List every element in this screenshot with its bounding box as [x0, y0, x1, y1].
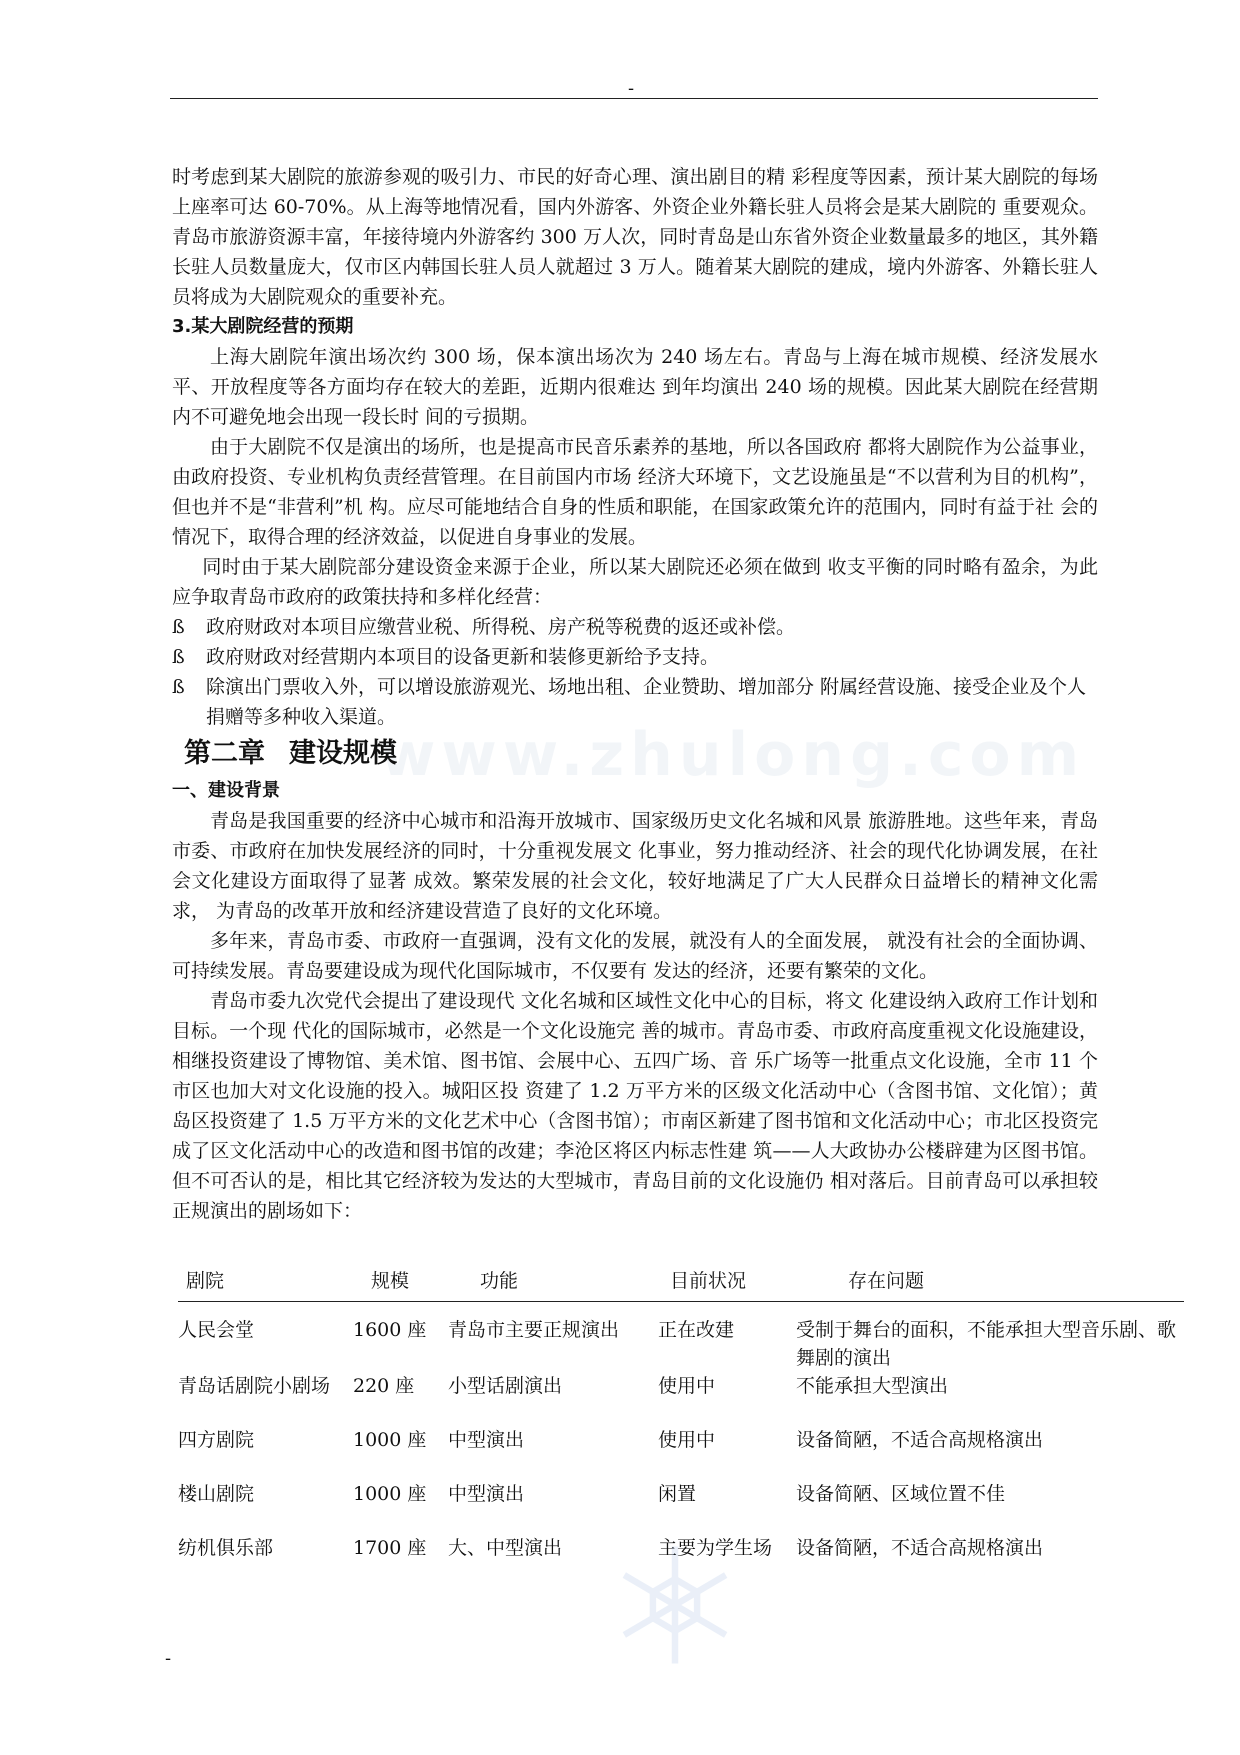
table-cell: 青岛话剧院小剧场 — [178, 1375, 331, 1397]
table-cell: 使用中 — [658, 1429, 716, 1451]
table-cell: 青岛市主要正规演出 — [448, 1319, 620, 1341]
chapter-title — [172, 732, 1098, 776]
column-header: 目前状况 — [658, 1267, 796, 1302]
table-cell: 不能承担大型演出 — [796, 1375, 949, 1397]
list-item-text: 政府财政对经营期内本项目的设备更新和装修更新给予支持。 — [206, 646, 720, 668]
column-header: 剧院 — [178, 1267, 353, 1302]
table-cell: 四方剧院 — [178, 1429, 255, 1451]
chapter-number: 第二章 — [184, 738, 265, 769]
table-cell: 主要为学生场 — [658, 1537, 773, 1559]
table-cell: 纺机俱乐部 — [178, 1537, 274, 1559]
column-header: 功能 — [448, 1267, 658, 1302]
table-cell: 楼山剧院 — [178, 1483, 255, 1505]
header-mark: - — [628, 78, 635, 99]
table-row — [178, 1372, 1184, 1426]
column-header: 存在问题 — [796, 1267, 1184, 1302]
paragraph: 由于大剧院不仅是演出的场所，也是提高市民音乐素养的基地，所以各国政府 都将大剧院作为公益事业，由政府投资、专业机构负责经营管理。在目前国内市场 经济大环境下，文艺设施虽是“不以营利为目的机构”，但也并不是“非营利”机 构。应尽可能地结合自身的性质和职能，在国家政策允许的范围内，同时有益于社 会的情况下，取得合理的经济效益，以促进自身事业的发展。 — [172, 436, 1098, 548]
table-cell: 220 座 — [353, 1375, 415, 1397]
paragraph: 同时由于某大剧院部分建设资金来源于企业，所以某大剧院还必须在做到 收支平衡的同时略有盈余，为此应争取青岛市政府的政策扶持和多样化经营： — [172, 556, 1098, 608]
paragraph: 上海大剧院年演出场次约 300 场，保本演出场次为 240 场左右。青岛与上海在城市规模、经济发展水平、开放程度等各方面均存在较大的差距，近期内很难达 到年均演出 240 场的规模。因此某大剧院在经营期内不可避免地会出现一段长时 间的亏损期。 — [172, 346, 1098, 428]
table-cell: 1700 座 — [353, 1537, 427, 1559]
snowflake-watermark-icon — [610, 1540, 740, 1670]
table-header-row — [178, 1267, 1184, 1302]
section-heading-1: 一、建设背景 — [172, 780, 280, 801]
list-item — [172, 642, 1098, 672]
table-cell: 受制于舞台的面积，不能承担大型音乐剧、歌舞剧的演出 — [796, 1319, 1177, 1369]
table-cell: 1600 座 — [353, 1319, 427, 1341]
table-cell: 设备简陋，不适合高规格演出 — [796, 1429, 1044, 1451]
section-heading-3: 3.某大剧院经营的预期 — [172, 316, 354, 337]
document-body — [172, 162, 1098, 1226]
bullet-mark: ß — [172, 646, 185, 668]
table-cell: 1000 座 — [353, 1483, 427, 1505]
header-rule — [170, 98, 1098, 99]
table-cell: 中型演出 — [448, 1483, 525, 1505]
table-cell: 人民会堂 — [178, 1319, 255, 1341]
table-cell: 小型话剧演出 — [448, 1375, 563, 1397]
chapter-name: 建设规模 — [289, 738, 397, 769]
footer-mark: - — [165, 1648, 172, 1669]
table-cell: 设备简陋，不适合高规格演出 — [796, 1537, 1044, 1559]
list-item-text: 政府财政对本项目应缴营业税、所得税、房产税等税费的返还或补偿。 — [206, 616, 796, 638]
table-cell: 1000 座 — [353, 1429, 427, 1451]
bullet-mark: ß — [172, 676, 185, 698]
table-cell: 设备简陋、区域位置不佳 — [796, 1483, 1006, 1505]
paragraph: 青岛是我国重要的经济中心城市和沿海开放城市、国家级历史文化名城和风景 旅游胜地。这些年来，青岛市委、市政府在加快发展经济的同时，十分重视发展文 化事业，努力推动经济、社会的现代化协调发展，在社会文化建设方面取得了显著 成效。繁荣发展的社会文化，较好地满足了广大人民群众日益增长的精神文化需求， 为青岛的改革开放和经济建设营造了良好的文化环境。 — [172, 810, 1098, 922]
table-cell: 大、中型演出 — [448, 1537, 563, 1559]
list-item-text: 除演出门票收入外，可以增设旅游观光、场地出租、企业赞助、增加部分 附属经营设施、接受企业及个人捐赠等多种收入渠道。 — [206, 676, 1087, 728]
list-item — [172, 612, 1098, 642]
paragraph: 多年来，青岛市委、市政府一直强调，没有文化的发展，就没有人的全面发展， 就没有社会的全面协调、可持续发展。青岛要建设成为现代化国际城市，不仅要有 发达的经济，还要有繁荣的文化。 — [172, 930, 1098, 982]
table-cell: 闲置 — [658, 1483, 697, 1505]
watermark: www.zhulong.com — [380, 720, 1086, 790]
table-row — [178, 1302, 1184, 1373]
table-cell: 正在改建 — [658, 1319, 735, 1341]
table-row — [178, 1426, 1184, 1480]
table-row — [178, 1480, 1184, 1534]
list-item — [172, 672, 1098, 732]
column-header: 规模 — [353, 1267, 448, 1302]
table-cell: 使用中 — [658, 1375, 716, 1397]
bullet-mark: ß — [172, 616, 185, 638]
table-cell: 中型演出 — [448, 1429, 525, 1451]
paragraph: 青岛市委九次党代会提出了建设现代 文化名城和区域性文化中心的目标，将文 化建设纳入政府工作计划和目标。一个现 代化的国际城市，必然是一个文化设施完 善的城市。青岛市委、市政府高度重视文化设施建设，相继投资建设了博物馆、美术馆、图书馆、会展中心、五四广场、音 乐广场等一批重点文化设施，全市 11 个市区也加大对文化设施的投入。城阳区投 资建了 1.2 万平方米的区级文化活动中心（含图书馆、文化馆）；黄岛区投资建了 1.5 万平方米的文化艺术中心（含图书馆）；市南区新建了图书馆和文化活动中心；市北区投资完成了区文化活动中心的改造和图书馆的改建；李沧区将区内标志性建 筑——人大政协办公楼辟建为区图书馆。但不可否认的是，相比其它经济较为发达的大型城市，青岛目前的文化设施仍 相对落后。目前青岛可以承担较正规演出的剧场如下： — [172, 990, 1098, 1222]
paragraph: 时考虑到某大剧院的旅游参观的吸引力、市民的好奇心理、演出剧目的精 彩程度等因素，预计某大剧院的每场上座率可达 60-70%。从上海等地情况看，国内外游客、外资企业外籍长驻人员将会是某大剧院的 重要观众。青岛市旅游资源丰富，年接待境内外游客约 300 万人次，同时青岛是山东省外资企业数量最多的地区，其外籍长驻人员数量庞大，仅市区内韩国长驻人员人就超过 3 万人。随着某大剧院的建成，境内外游客、外籍长驻人员将成为大剧院观众的重要补充。 — [172, 166, 1098, 308]
